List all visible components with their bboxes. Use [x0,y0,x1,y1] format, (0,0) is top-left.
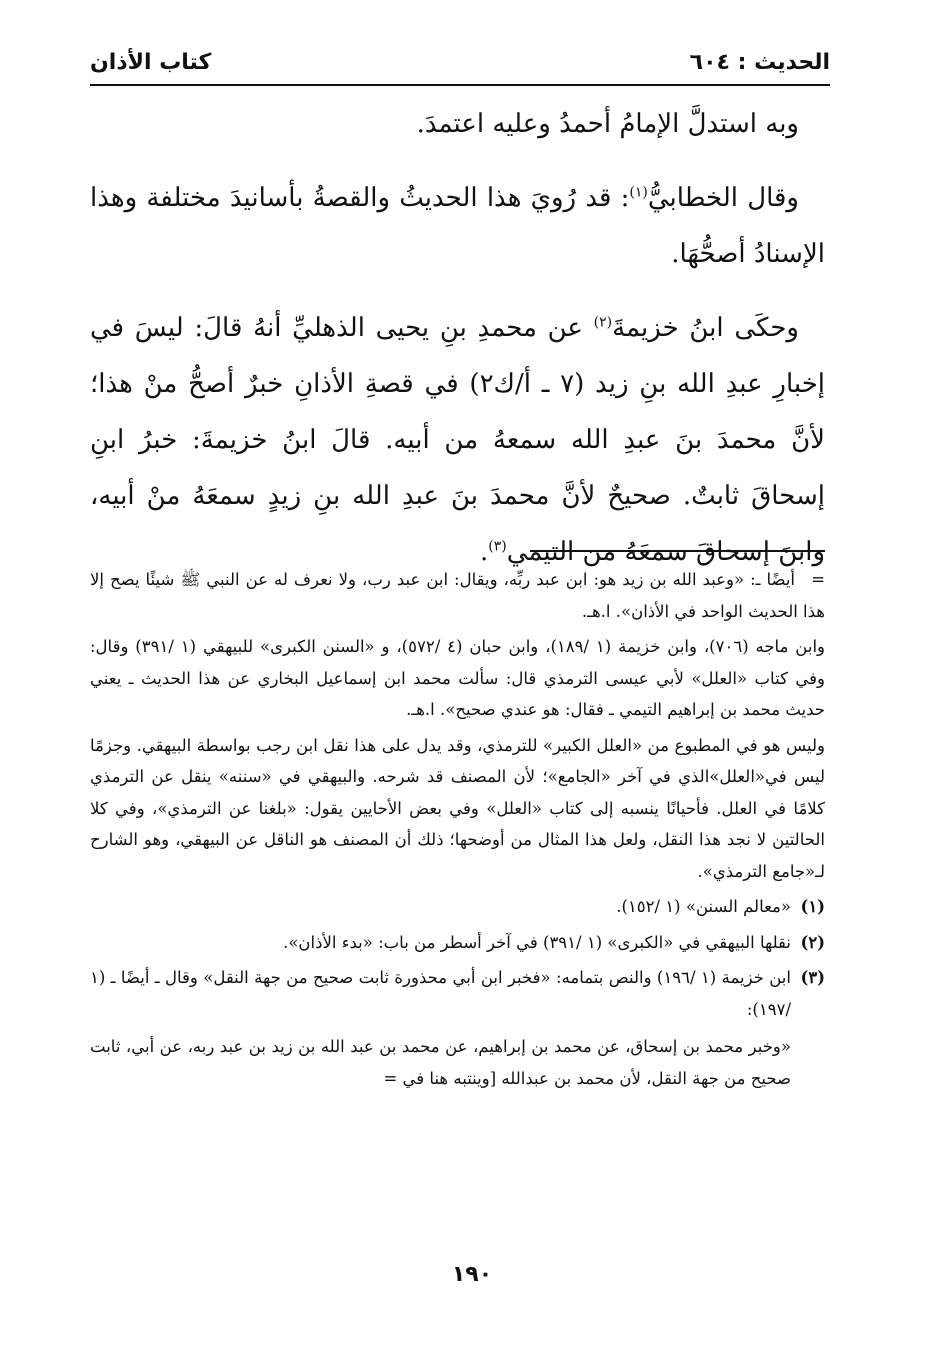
footnote-2 [90,927,825,959]
footnote-1 [90,891,825,923]
paragraph-3-lead: وحكَى ابنُ خزيمةَ [612,313,799,343]
paragraph-3-end: . [479,537,489,567]
footnote-3-body [90,962,791,1094]
book-title: كتاب الأذان [90,49,212,75]
paragraph-2-text: : قد رُويَ هذا الحديثُ والقصةُ بأسانيدَ مختلفة وهذا الإسنادُ أصحُّهَا. [90,183,825,269]
running-header [90,40,830,86]
footnote-3 [90,962,825,1094]
paragraph-1 [90,96,825,152]
footnote-2-number: (٢) [800,932,825,952]
footnote-ref-1[interactable]: (١) [629,184,648,201]
page-number: ١٩٠ [451,1262,493,1287]
paragraph-3 [90,300,825,580]
footnote-2-text: نقلها البيهقي في «الكبرى» (١ /٣٩١) في آخر أسطر من باب: «بدء الأذان». [283,932,791,952]
footnote-continuation-1-text: أيضًا ـ: «وعبد الله بن زيد هو: ابن عبد ربِّه، ويقال: ابن عبد رب، ولا نعرف له عن النبي ﷺ شيئًا يصح إلا هذا الحديث الواحد في الأذان». ا.هـ. [90,570,825,621]
footnote-3-text: ابن خزيمة (١ /١٩٦) والنص بتمامه: «فخبر ابن أبي محذورة ثابت صحيح من جهة النقل» وقال ـ أيضًا ـ (١ /١٩٧): [90,968,791,1019]
footnote-divider [530,550,825,552]
continuation-marker: = [811,570,825,589]
paragraph-1-text: وبه استدلَّ الإمامُ أحمدُ وعليه اعتمدَ. [416,109,799,139]
footnote-ref-3[interactable]: (٣) [488,538,507,555]
footnote-3-quote: «وخبر محمد بن إسحاق، عن محمد بن إبراهيم، عن محمد بن عبد الله بن زيد بن عبد ربه، عن أبي، ثابت صحيح من جهة النقل، لأن محمد بن عبدالله [وينتبه هنا في = [90,1037,791,1088]
main-text [90,96,825,588]
footnote-1-text: «معالم السنن» (١ /١٥٢). [616,897,791,916]
hadith-number-label: الحديث : ٦٠٤ [689,49,830,75]
footnote-1-number: (١) [800,897,825,916]
footnote-continuation-3: وليس هو في المطبوع من «العلل الكبير» للترمذي، وقد يدل على هذا نقل ابن رجب بواسطة البيهقي. وجزمًا ليس في«العلل»الذي في آخر «الجامع»؛ لأن المصنف قد شرحه. والبيهقي في «سننه» ينقل عن الترمذي كلامًا في العلل. فأحيانًا ينسبه إلى كتاب «العلل» وفي بعض الأحايين يقول: «بلغنا عن الترمذي»، وفي كلا الحالتين لا نجد هذا النقل، ولعل هذا المثال من أوضحها؛ ذلك أن المصنف هو الناقل عن البيهقي، وهو الشارح لـ«جامع الترمذي». [90,735,825,881]
paragraph-2 [90,170,825,282]
footnote-continuation-1 [90,564,825,627]
footnote-continuation-2: وابن ماجه (٧٠٦)، وابن خزيمة (١ /١٨٩)، وابن حبان (٤ /٥٧٢)، و «السنن الكبرى» للبيهقي (١ /٣٩١) وقال: وفي كتاب «العلل» لأبي عيسى الترمذي قال: سألت محمد ابن إسماعيل البخاري عن هذا الحديث ـ يعني حديث محمد بن إبراهيم التيمي ـ فقال: هو عندي صحيح». ا.هـ. [90,637,826,719]
paragraph-2-lead: وقال الخطابيُّ [647,183,799,213]
footnote-3-number: (٣) [800,968,825,987]
footnote-ref-2[interactable]: (٢) [593,314,613,331]
footnotes [90,564,825,1098]
paragraph-3-text: عن محمدِ بنِ يحيى الذهليِّ أنهُ قالَ: ليسَ في إخبارِ عبدِ الله بنِ زيد (٧ ـ أ/ك٢) في قصةِ الأذانِ خبرٌ أصحُّ منْ هذا؛ لأنَّ محمدَ بنَ عبدِ الله سمعهُ من أبيه. قالَ ابنُ خزيمةَ: خبرُ ابنِ إسحاقَ ثابتٌ. صحيحٌ لأنَّ محمدَ بنَ عبدِ الله بنِ زيدٍ سمعَهُ منْ أبيه، وابنَ إسحاقَ سمعَهُ من التيمي [90,313,826,567]
